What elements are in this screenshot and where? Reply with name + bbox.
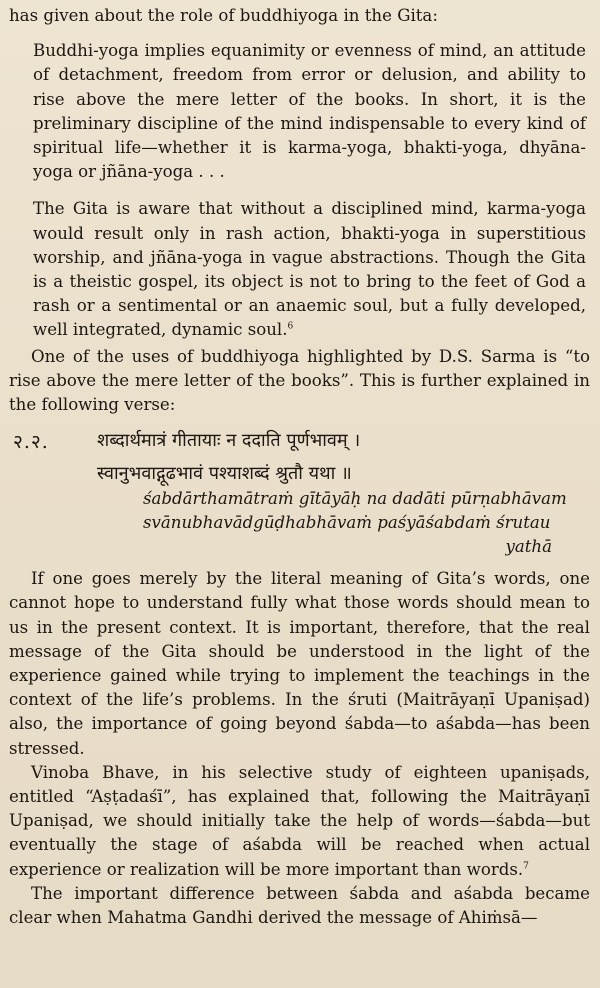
verse-transliteration-line-2: svānubhavādgūḍhabhāvaṁ paśyāśabdaṁ śrutau [143,513,551,533]
verse-devanagari-line-1: शब्दार्थमात्रं गीतायाः न ददाति पूर्णभावम् । [97,430,361,452]
paragraph-sarma: One of the uses of buddhiyoga highlighted by D.S. Sarma is “to rise above the mere letter of the books”. This is further explained in the following verse: [9,346,590,415]
verse-transliteration-line-1: śabdārthamātraṁ gītāyāḥ na dadāti pūrṇabhāvam [143,489,567,509]
verse-devanagari-line-2: स्वानुभवाद्गूढभावं पश्याशब्दं श्रुतौ यथा ॥ [97,463,352,485]
verse-number: २.२. [13,431,49,454]
paragraph-vinoba-text: Vinoba Bhave, in his selective study of eighteen upaniṣads, entitled “Aṣṭadaśī”, has explained that, following the Maitrāyaṇī Upaniṣad, we should initially take the help of words—śabda—but eventually the stage of aśabda will be reached when actual experience or realization will be more important than words. [9,762,590,879]
intro-line: has given about the role of buddhiyoga in the Gita: [9,6,438,25]
block-quote [33,39,586,342]
sanskrit-verse [9,425,590,557]
verse-transliteration-line-3: yathā [505,537,552,557]
quote-paragraph-2 [33,197,586,342]
paragraph-gandhi: The important difference between śabda and aśabda became clear when Mahatma Gandhi derived the message of Ahiṁsā— [9,883,590,928]
quote-paragraph-2-text: The Gita is aware that without a disciplined mind, karma-yoga would result only in rash action, bhakti-yoga in superstitious worship, and jñāna-yoga in vague abstractions. Though the Gita is a theistic gospel, its object is not to bring to the feet of God a rash or a sentimental or an anaemic soul, but a fully developed, well integrated, dynamic soul. [33,199,586,340]
paragraph-vinoba [9,761,590,882]
footnote-ref-7: 7 [523,861,529,872]
footnote-ref-6: 6 [287,321,294,332]
paragraph-literal-meaning: If one goes merely by the literal meaning of Gita’s words, one cannot hope to understand fully what those words should mean to us in the present context. It is important, therefore, that the real message of the Gita should be understood in the light of the experience gained while trying to implement the teachings in the context of the life’s problems. In the śruti (Maitrāyaṇī Upaniṣad) also, the importance of going beyond śabda—to aśabda—has been stressed. [9,569,590,758]
quote-paragraph-1: Buddhi-yoga implies equanimity or evenness of mind, an attitude of detachment, freedom from error or delusion, and ability to rise above the mere letter of the books. In short, it is the preliminary discipline of the mind indispensable to every kind of spiritual life—whether it is karma-yoga, bhakti-yoga, dhyāna-yoga or jñāna-yoga . . . [33,41,586,182]
